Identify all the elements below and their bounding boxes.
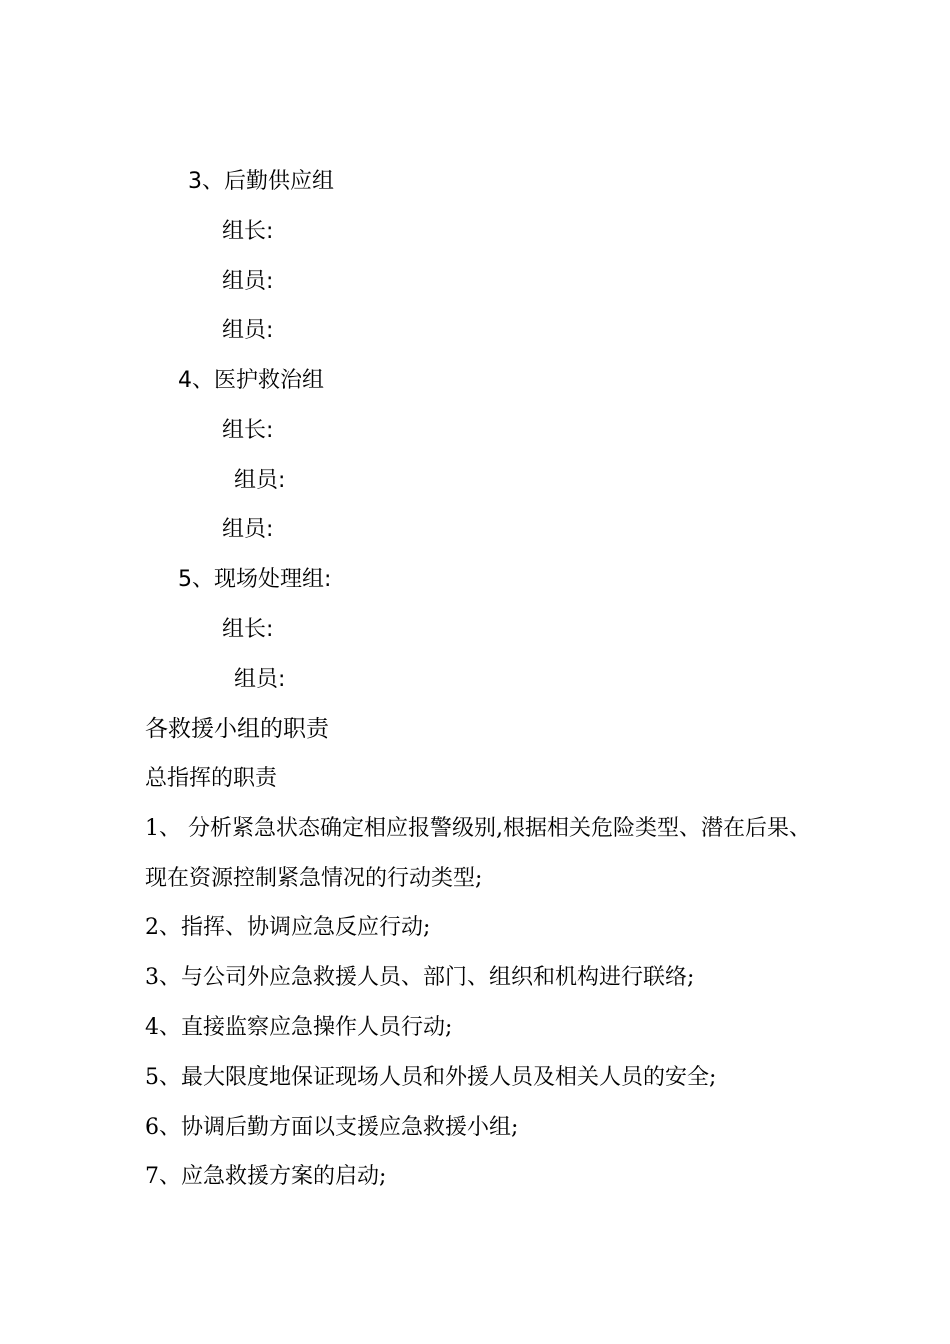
group-heading: 4、医护救治组	[178, 368, 324, 393]
group-heading: 3、后勤供应组	[188, 169, 334, 194]
group-role-label: 组长:	[222, 418, 274, 443]
duty-item: 6、协调后勤方面以支援应急救援小组;	[145, 1115, 519, 1140]
group-role-label: 组员:	[234, 667, 286, 692]
duty-item: 5、最大限度地保证现场人员和外援人员及相关人员的安全;	[145, 1065, 717, 1090]
duty-item: 2、指挥、协调应急反应行动;	[145, 915, 431, 940]
duty-item: 3、与公司外应急救援人员、部门、组织和机构进行联络;	[145, 965, 695, 990]
section-title: 各救援小组的职责	[145, 716, 329, 742]
duty-item: 4、直接监察应急操作人员行动;	[145, 1015, 453, 1040]
duty-item: 1、 分析紧急状态确定相应报警级别,根据相关危险类型、潜在后果、	[145, 816, 811, 841]
group-role-label: 组长:	[222, 617, 274, 642]
group-role-label: 组长:	[222, 219, 274, 244]
subsection-title: 总指挥的职责	[145, 766, 278, 791]
duty-item-continuation: 现在资源控制紧急情况的行动类型;	[145, 866, 483, 891]
group-heading: 5、现场处理组:	[178, 567, 332, 592]
duty-item: 7、应急救援方案的启动;	[145, 1164, 387, 1189]
group-role-label: 组员:	[222, 318, 274, 343]
group-role-label: 组员:	[234, 468, 286, 493]
group-role-label: 组员:	[222, 269, 274, 294]
group-role-label: 组员:	[222, 517, 274, 542]
